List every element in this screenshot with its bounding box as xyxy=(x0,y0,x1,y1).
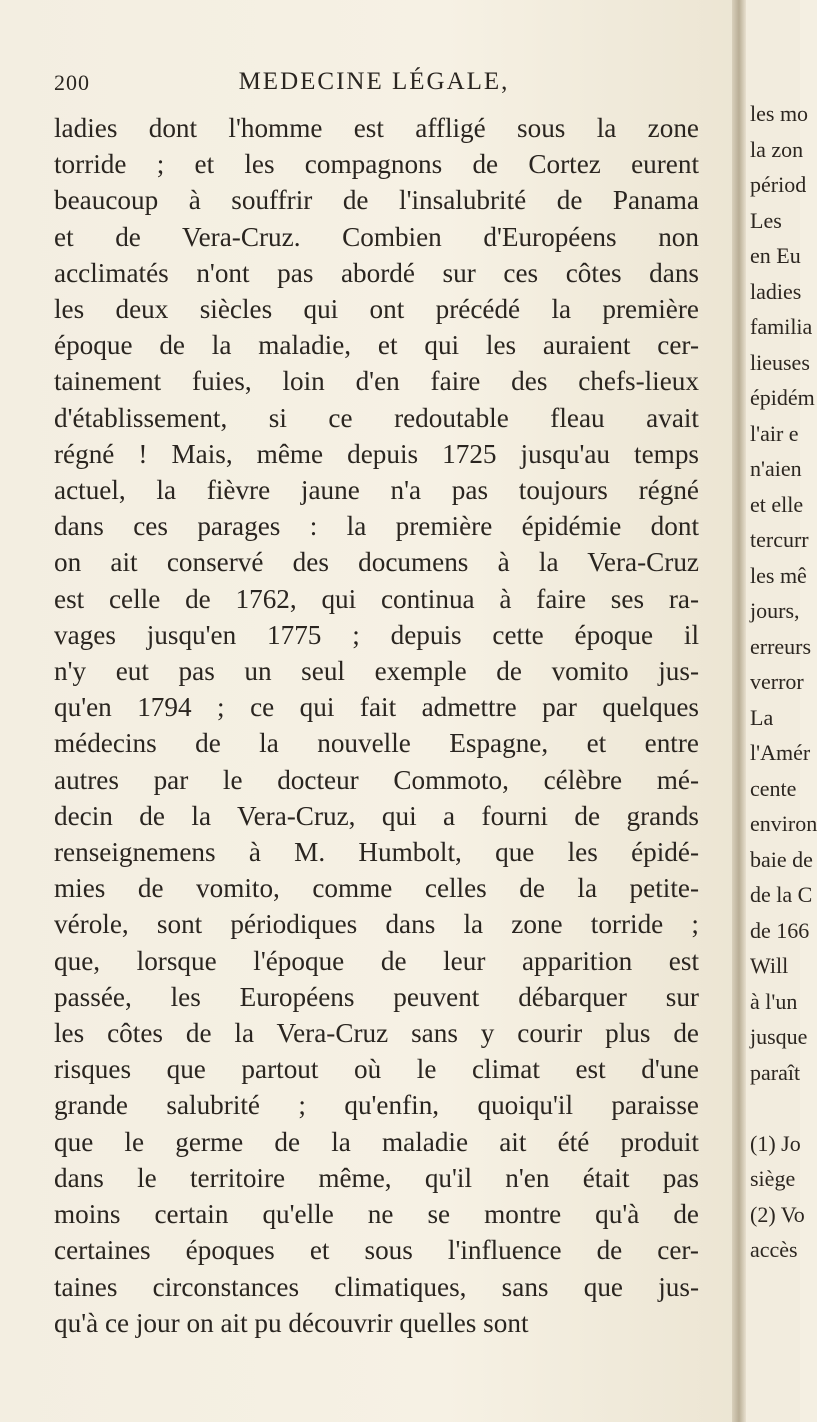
text-line: que, lorsque l'époque de leur apparition est xyxy=(54,945,699,976)
text-line: passée, les Européens peuvent débarquer sur xyxy=(54,981,699,1012)
text-line: beaucoup à souffrir de l'insalubrité de Panama xyxy=(54,185,699,216)
text-line: moins certain qu'elle ne se montre qu'à de xyxy=(54,1199,699,1230)
facing-page-fragment: jusque xyxy=(750,1024,808,1049)
text-line: les deux siècles qui ont précédé la première xyxy=(54,294,699,325)
body-text xyxy=(54,110,699,1341)
facing-page-fragment: environ xyxy=(750,811,817,836)
page-number: 200 xyxy=(54,70,90,95)
facing-page-fragment: à l'un xyxy=(750,988,798,1014)
text-line: dans le territoire même, qu'il n'en était pas xyxy=(54,1162,699,1193)
facing-page-fragment: baie de xyxy=(750,846,813,872)
facing-page-fragment: jours, xyxy=(750,598,800,623)
text-line: qu'à ce jour on ait pu découvrir quelles sont xyxy=(54,1307,529,1338)
text-line: acclimatés n'ont pas abordé sur ces côtes dans xyxy=(54,257,699,288)
facing-page-fragment: accès xyxy=(750,1237,798,1262)
text-line: n'y eut pas un seul exemple de vomito jus- xyxy=(54,656,699,687)
text-line: actuel, la fièvre jaune n'a pas toujours régné xyxy=(54,475,699,506)
facing-page-fragment: n'aien xyxy=(750,456,802,481)
text-line: les côtes de la Vera-Cruz sans y courir plus de xyxy=(54,1018,699,1049)
facing-page-fragment: périod xyxy=(750,172,807,197)
text-line: torride ; et les compagnons de Cortez eurent xyxy=(54,149,699,180)
text-line: decin de la Vera-Cruz, qui a fourni de grands xyxy=(54,800,699,831)
text-line: ladies dont l'homme est affligé sous la zone xyxy=(54,113,699,143)
text-line: mies de vomito, comme celles de la petite- xyxy=(54,873,699,904)
text-line: vages jusqu'en 1775 ; depuis cette époque il xyxy=(54,619,699,650)
text-line: tainement fuies, loin d'en faire des chefs-lieux xyxy=(54,366,699,397)
facing-page-fragment: (1) Jo xyxy=(750,1130,801,1156)
text-line: époque de la maladie, et qui les auraient cer- xyxy=(54,330,699,361)
facing-page-fragment: Will xyxy=(750,953,789,978)
facing-page-fragment: siège xyxy=(750,1166,796,1191)
facing-page-fragment: tercurr xyxy=(750,527,809,552)
facing-page-fragment: et elle xyxy=(750,491,804,517)
facing-page-fragment: paraît xyxy=(750,1059,801,1085)
text-line: grande salubrité ; qu'enfin, quoiqu'il paraisse xyxy=(54,1090,699,1121)
text-line: que le germe de la maladie ait été produit xyxy=(54,1126,699,1157)
facing-page-fragment: (2) Vo xyxy=(750,1201,805,1227)
facing-page-fragment: La xyxy=(750,704,774,730)
text-line: médecins de la nouvelle Espagne, et entre xyxy=(54,728,699,759)
facing-page-fragment: les mê xyxy=(750,562,807,588)
facing-page-fragment: l'Amér xyxy=(750,740,811,765)
facing-page-fragment: la zon xyxy=(750,136,804,162)
text-line: qu'en 1794 ; ce qui fait admettre par quelques xyxy=(54,692,699,723)
facing-page-fragment: épidém xyxy=(750,385,815,410)
facing-page-fragment: en Eu xyxy=(750,243,801,268)
facing-page-edge xyxy=(746,0,817,1422)
text-line: on ait conservé des documens à la Vera-Cruz xyxy=(54,547,699,578)
running-head: MEDECINE LÉGALE, xyxy=(238,68,510,95)
text-line: et de Vera-Cruz. Combien d'Européens non xyxy=(54,221,699,252)
text-line: taines circonstances climatiques, sans que jus- xyxy=(54,1271,699,1302)
facing-page-fragment: de 166 xyxy=(750,917,810,943)
text-line: renseignemens à M. Humbolt, que les épidé- xyxy=(54,837,699,868)
facing-page-fragment: verror xyxy=(750,669,804,694)
facing-page-fragment: les mo xyxy=(750,101,809,126)
facing-page-fragment: ladies xyxy=(750,278,802,304)
book-gutter xyxy=(732,0,746,1422)
facing-page-fragment: familia xyxy=(750,314,813,339)
facing-page-fragment: cente xyxy=(750,775,797,801)
text-line: risques que partout où le climat est d'une xyxy=(54,1054,699,1085)
facing-page-fragment: de la C xyxy=(750,882,813,907)
text-line: dans ces parages : la première épidémie dont xyxy=(54,511,699,542)
text-line: d'établissement, si ce redoutable fleau avait xyxy=(54,402,699,433)
text-line: certaines époques et sous l'influence de cer- xyxy=(54,1235,699,1266)
facing-page-fragment: erreurs xyxy=(750,633,812,659)
facing-page-fragment: l'air e xyxy=(750,420,799,446)
text-line: vérole, sont périodiques dans la zone torride ; xyxy=(54,909,699,940)
text-line: est celle de 1762, qui continua à faire ses ra- xyxy=(54,583,699,614)
text-line: régné ! Mais, même depuis 1725 jusqu'au temps xyxy=(54,438,699,469)
text-line: autres par le docteur Commoto, célèbre mé- xyxy=(54,764,699,795)
facing-page-fragment: lieuses xyxy=(750,349,810,375)
facing-page-fragment: Les xyxy=(750,207,782,233)
